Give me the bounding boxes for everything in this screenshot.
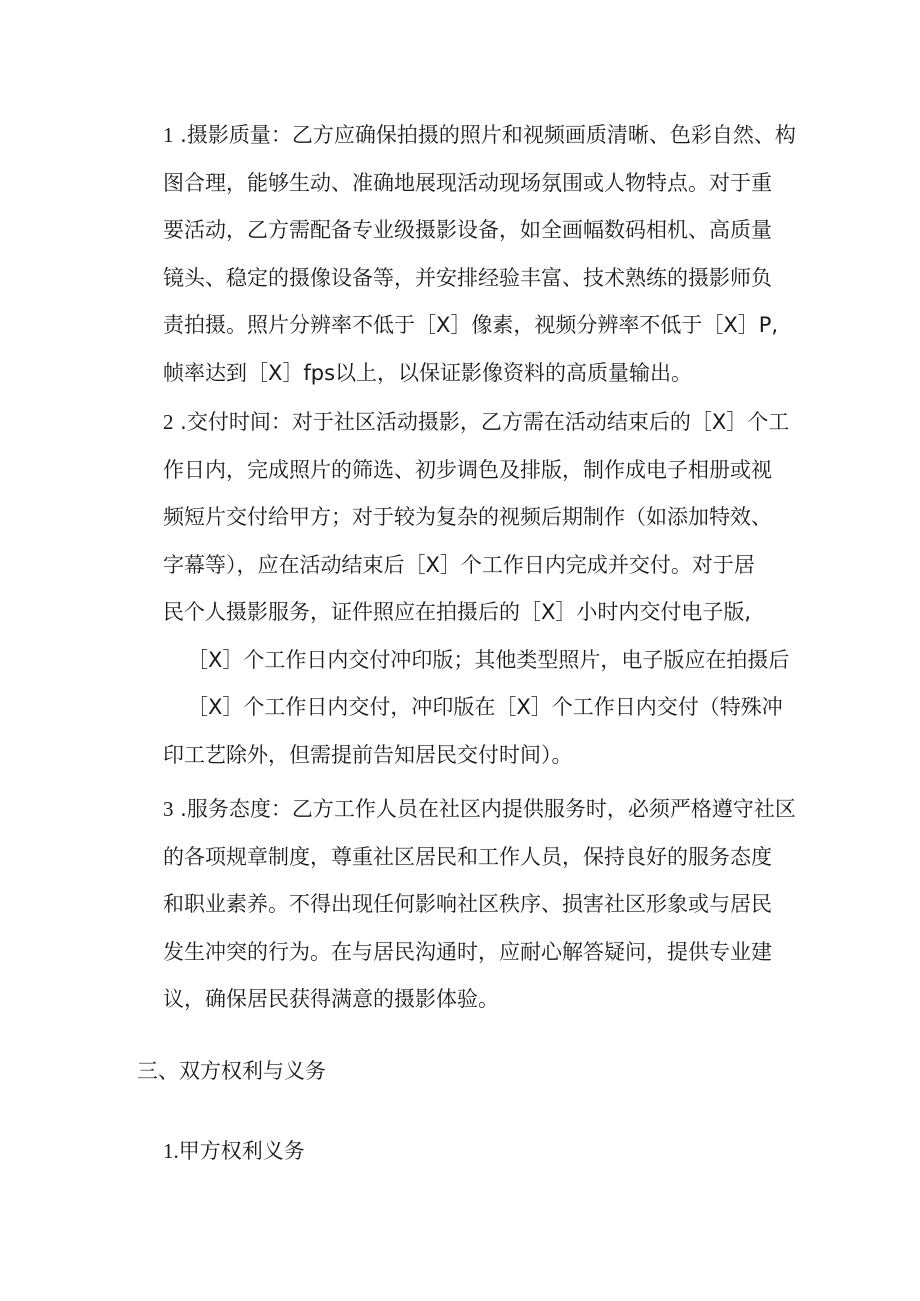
clause-line: 要活动，乙方需配备专业级摄影设备，如全画幅数码相机、高质量: [163, 218, 772, 242]
clause-number: 2: [163, 410, 174, 434]
clause-line: 民个人摄影服务，证件照应在拍摄后的［X］小时内交付电子版,: [163, 600, 752, 624]
clause-line: 1 .摄影质量：乙方应确保拍摄的照片和视频画质清晰、色彩自然、构: [163, 123, 796, 147]
clause-line: ［X］个工作日内交付，冲印版在［X］个工作日内交付（特殊冲: [187, 695, 783, 719]
clause-line: 2 .交付时间：对于社区活动摄影，乙方需在活动结束后的［X］个工: [163, 410, 790, 434]
clause-line: 发生冲突的行为。在与居民沟通时，应耐心解答疑问，提供专业建: [163, 939, 772, 964]
clause-3: [163, 786, 796, 1024]
clause-line: 作日内，完成照片的筛选、初步调色及排版，制作成电子相册或视: [163, 457, 772, 482]
clause-line: 和职业素养。不得出现任何影响社区秩序、损害社区形象或与居民: [163, 892, 772, 916]
clause-line: 图合理，能够生动、准确地展现活动现场氛围或人物特点。对于重: [163, 170, 772, 195]
sub-heading-text: 甲方权利义务: [178, 1139, 305, 1163]
clause-line: 镜头、稳定的摄像设备等，并安排经验丰富、技术熟练的摄影师负: [163, 265, 772, 290]
clause-line: 3 .服务态度：乙方工作人员在社区内提供服务时，必须严格遵守社区: [163, 797, 796, 821]
clause-1: [163, 112, 796, 397]
clause-line: ［X］个工作日内交付冲印版；其他类型照片，电子版应在拍摄后: [187, 647, 790, 672]
sub-heading-number: 1.: [163, 1139, 179, 1163]
clause-line: 责拍摄。照片分辨率不低于［X］像素，视频分辨率不低于［X］P,: [163, 313, 779, 337]
clause-line: 字幕等），应在活动结束后［X］个工作日内完成并交付。对于居: [163, 552, 755, 577]
clause-number: 1: [163, 123, 174, 147]
clause-line: 的各项规章制度，尊重社区居民和工作人员，保持良好的服务态度: [163, 844, 772, 869]
clause-number: 3: [163, 797, 174, 821]
clause-2: [163, 399, 793, 779]
clause-line: 帧率达到［X］fps以上，以保证影像资料的高质量输出。: [163, 360, 693, 385]
section-heading: 三、双方权利与义务: [137, 1059, 326, 1083]
sub-heading: [163, 1136, 305, 1166]
clause-line: 议，确保居民获得满意的摄影体验。: [163, 987, 499, 1011]
clause-line: 频短片交付给甲方；对于较为复杂的视频后期制作（如添加特效、: [163, 505, 772, 529]
clause-line: 印工艺除外，但需提前告知居民交付时间）。: [163, 742, 573, 767]
